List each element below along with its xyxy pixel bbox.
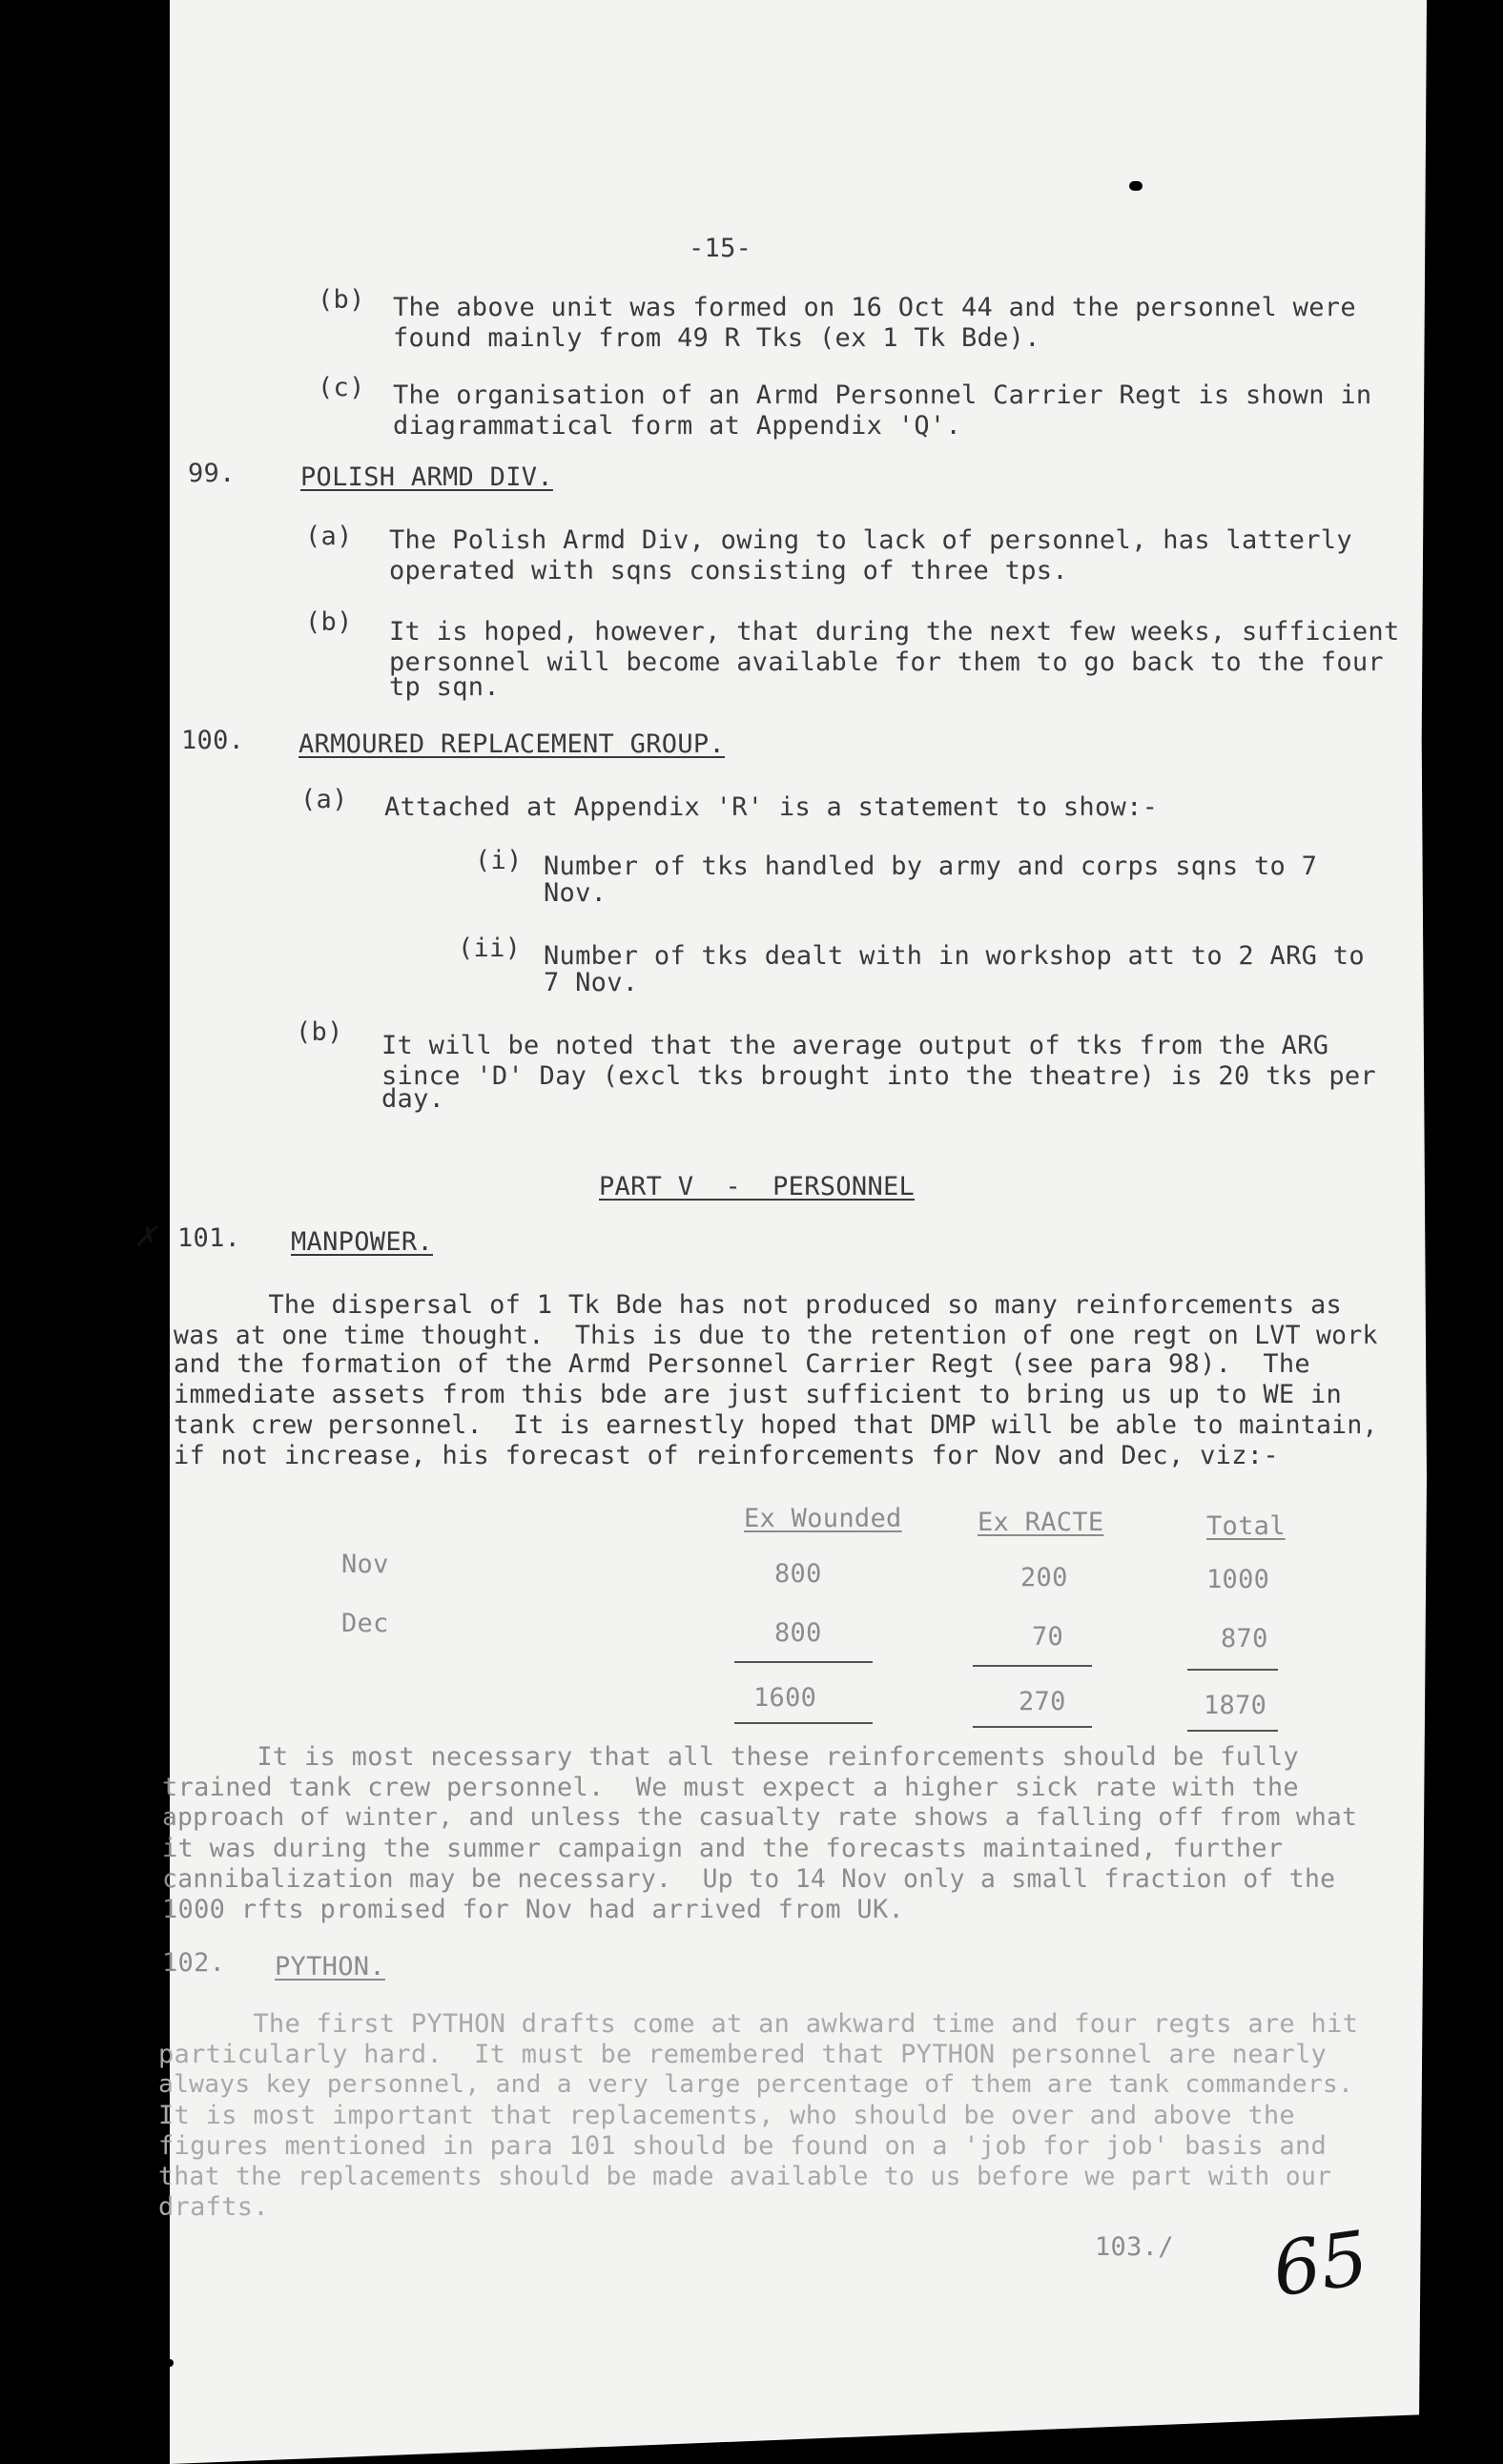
para-99-a-label: (a) xyxy=(305,522,353,551)
para-100-a-i-line-1: Number of tks handled by army and corps sqns to 7 xyxy=(544,852,1318,881)
para-98-b-line-1: The above unit was formed on 16 Oct 44 and the personnel were xyxy=(393,293,1356,322)
table-total-total: 1870 xyxy=(1204,1691,1267,1720)
para-102-body-line-6: that the replacements should be made available to us before we part with our xyxy=(158,2162,1332,2191)
table-cell-nov-wounded: 800 xyxy=(774,1559,822,1589)
para-100-b-line-1: It will be noted that the average output of tks from the ARG xyxy=(381,1031,1329,1060)
table-cell-dec-total: 870 xyxy=(1221,1624,1268,1653)
para-99-a-line-1: The Polish Armd Div, owing to lack of personnel, has latterly xyxy=(389,525,1352,555)
para-101-body2-line-5: cannibalization may be necessary. Up to 14 Nov only a small fraction of the xyxy=(162,1864,1336,1894)
folio-number: 65 xyxy=(1267,2215,1374,2314)
para-102-body-line-5: figures mentioned in para 101 should be found on a 'job for job' basis and xyxy=(158,2131,1328,2161)
para-101-body-line-2: was at one time thought. This is due to the retention of one regt on LVT work xyxy=(174,1321,1378,1350)
para-99-number: 99. xyxy=(188,459,236,488)
para-101-heading: MANPOWER. xyxy=(291,1227,433,1257)
table-header-ex-racte: Ex RACTE xyxy=(978,1508,1104,1537)
para-100-a-i-label: (i) xyxy=(475,846,523,875)
table-cell-nov-total: 1000 xyxy=(1206,1565,1270,1594)
table-total-line-3 xyxy=(1187,1730,1278,1732)
para-100-b-line-3: day. xyxy=(381,1084,445,1114)
para-99-b-line-1: It is hoped, however, that during the next few weeks, sufficient xyxy=(389,617,1400,647)
table-sum-line-1 xyxy=(734,1661,873,1663)
para-102-body-line-7: drafts. xyxy=(158,2192,269,2222)
para-102-heading: PYTHON. xyxy=(275,1952,385,1981)
para-102-body-line-4: It is most important that replacements, who should be over and above the xyxy=(158,2101,1295,2130)
para-102-body-line-2: particularly hard. It must be remembered that PYTHON personnel are nearly xyxy=(158,2040,1328,2069)
table-total-line-2 xyxy=(973,1726,1092,1728)
table-total-wounded: 1600 xyxy=(753,1683,817,1713)
para-98-b-label: (b) xyxy=(318,285,365,315)
para-101-body2-line-4: it was during the summer campaign and the forecasts maintained, further xyxy=(162,1834,1284,1863)
para-100-b-label: (b) xyxy=(296,1017,343,1047)
para-100-a-i-line-2: Nov. xyxy=(544,878,607,908)
table-total-line-1 xyxy=(734,1722,873,1724)
para-101-body-line-1: The dispersal of 1 Tk Bde has not produced so many reinforcements as xyxy=(174,1290,1343,1320)
para-99-a-line-2: operated with sqns consisting of three tps. xyxy=(389,556,1068,585)
table-cell-dec-racte: 70 xyxy=(1032,1622,1064,1652)
para-99-b-line-2: personnel will become available for them to go back to the four xyxy=(389,647,1384,677)
part-heading: PART V - PERSONNEL xyxy=(599,1172,916,1201)
para-98-c-label: (c) xyxy=(318,373,365,402)
punch-mark xyxy=(1129,181,1143,191)
punch-mark xyxy=(164,2359,174,2367)
table-row-label-nov: Nov xyxy=(341,1550,389,1579)
para-100-b-line-2: since 'D' Day (excl tks brought into the theatre) is 20 tks per xyxy=(381,1061,1376,1091)
para-101-body2-line-6: 1000 rfts promised for Nov had arrived from UK. xyxy=(162,1895,905,1924)
para-99-b-label: (b) xyxy=(305,607,353,637)
para-101-body-line-3: and the formation of the Armd Personnel Carrier Regt (see para 98). The xyxy=(174,1349,1310,1379)
para-100-a-ii-line-2: 7 Nov. xyxy=(544,968,639,997)
margin-mark: ✗ xyxy=(134,1221,158,1254)
para-101-body-line-5: tank crew personnel. It is earnestly hoped that DMP will be able to maintain, xyxy=(174,1410,1378,1440)
table-sum-line-3 xyxy=(1187,1669,1278,1671)
para-101-body-line-6: if not increase, his forecast of reinforcements for Nov and Dec, viz:- xyxy=(174,1441,1279,1470)
para-102-body-line-3: always key personnel, and a very large percentage of them are tank commanders. xyxy=(158,2070,1354,2099)
para-98-c-line-2: diagrammatical form at Appendix 'Q'. xyxy=(393,411,961,441)
table-cell-dec-wounded: 800 xyxy=(774,1618,822,1648)
table-header-total: Total xyxy=(1206,1511,1286,1541)
para-100-heading: ARMOURED REPLACEMENT GROUP. xyxy=(299,729,725,759)
para-100-a-ii-line-1: Number of tks dealt with in workshop att to 2 ARG to xyxy=(544,941,1365,971)
table-header-ex-wounded: Ex Wounded xyxy=(744,1504,902,1533)
para-100-a-text: Attached at Appendix 'R' is a statement to show:- xyxy=(384,792,1159,822)
para-101-body2-line-1: It is most necessary that all these reinforcements should be fully xyxy=(162,1742,1299,1772)
para-98-b-line-2: found mainly from 49 R Tks (ex 1 Tk Bde). xyxy=(393,323,1040,353)
para-100-number: 100. xyxy=(181,726,245,755)
para-102-number: 102. xyxy=(162,1948,226,1978)
table-row-label-dec: Dec xyxy=(341,1609,389,1638)
table-cell-nov-racte: 200 xyxy=(1020,1563,1068,1592)
table-total-racte: 270 xyxy=(1019,1687,1066,1716)
para-99-b-line-3: tp sqn. xyxy=(389,672,500,702)
para-100-a-ii-label: (ii) xyxy=(458,934,522,963)
para-99-heading: POLISH ARMD DIV. xyxy=(300,462,553,492)
para-101-body-line-4: immediate assets from this bde are just sufficient to bring us up to WE in xyxy=(174,1380,1343,1409)
para-101-body2-line-2: trained tank crew personnel. We must expect a higher sick rate with the xyxy=(162,1773,1299,1802)
table-sum-line-2 xyxy=(973,1665,1092,1667)
page-number: -15- xyxy=(689,234,752,263)
para-98-c-line-1: The organisation of an Armd Personnel Carrier Regt is shown in xyxy=(393,380,1372,410)
para-100-a-label: (a) xyxy=(300,785,348,814)
para-101-body2-line-3: approach of winter, and unless the casualty rate shows a falling off from what xyxy=(162,1803,1358,1832)
para-102-body-line-1: The first PYTHON drafts come at an awkward time and four regts are hit xyxy=(158,2009,1359,2039)
catchword: 103./ xyxy=(1095,2232,1174,2262)
para-101-number: 101. xyxy=(177,1223,241,1253)
